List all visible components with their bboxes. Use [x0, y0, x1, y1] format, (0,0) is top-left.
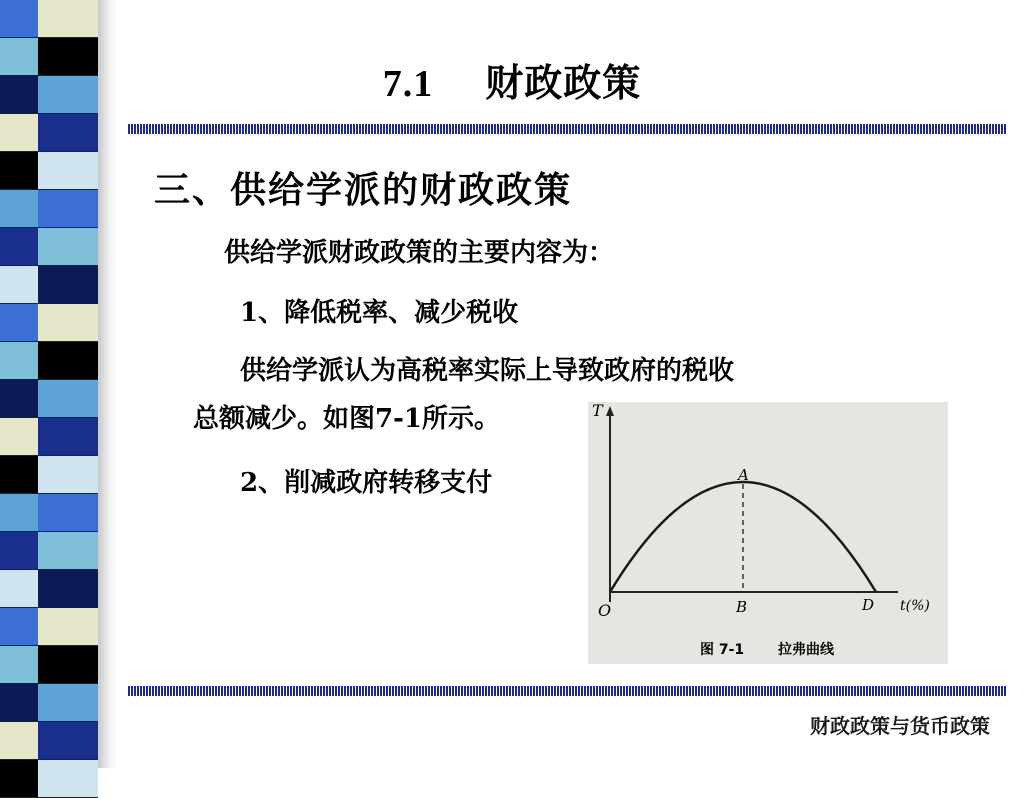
slide-title — [0, 52, 1024, 107]
strip-block — [38, 114, 98, 152]
strip-block — [38, 418, 98, 456]
origin-label: O — [598, 601, 612, 620]
peak-x-label: B — [736, 598, 748, 616]
strip-block — [38, 304, 98, 342]
point-1-description-cont: 总额减少。如图7-1所示。 — [193, 404, 500, 434]
strip-block — [0, 152, 38, 190]
end-label: D — [862, 596, 875, 614]
strip-block — [0, 114, 38, 152]
x-axis-label: t(%) — [900, 598, 930, 614]
strip-block — [38, 380, 98, 418]
strip-block — [0, 228, 38, 266]
strip-block — [0, 0, 38, 38]
point-2-title: 2、削减政府转移支付 — [240, 468, 493, 498]
laffer-curve-diagram — [588, 402, 948, 664]
strip-block — [38, 456, 98, 494]
footer-text: 财政政策与货币政策 — [810, 714, 990, 738]
strip-block — [38, 570, 98, 608]
strip-block — [38, 608, 98, 646]
strip-block — [38, 152, 98, 190]
strip-block — [38, 684, 98, 722]
intro-text: 供给学派财政政策的主要内容为： — [224, 238, 615, 268]
y-axis-label: T — [592, 402, 603, 420]
strip-block — [38, 722, 98, 760]
strip-block — [0, 380, 38, 418]
strip-block — [0, 342, 38, 380]
strip-block — [0, 646, 38, 684]
strip-block — [0, 608, 38, 646]
strip-block — [0, 570, 38, 608]
figure-caption-text: 拉弗曲线 — [778, 642, 834, 658]
strip-shadow — [98, 0, 118, 768]
strip-block — [38, 494, 98, 532]
subsection-heading: 三、供给学派的财政政策 — [154, 169, 573, 211]
figure-caption-number: 图 7-1 — [700, 642, 745, 658]
strip-block — [0, 304, 38, 342]
strip-block — [0, 760, 38, 798]
strip-block — [38, 646, 98, 684]
strip-block — [0, 532, 38, 570]
strip-block — [38, 342, 98, 380]
strip-block — [0, 684, 38, 722]
strip-block — [0, 456, 38, 494]
strip-block — [38, 228, 98, 266]
strip-column-inner — [38, 0, 98, 768]
strip-column-outer — [0, 0, 38, 768]
strip-block — [38, 190, 98, 228]
strip-block — [38, 0, 98, 38]
laffer-curve-figure — [588, 402, 948, 664]
section-title: 财政政策 — [485, 60, 642, 105]
y-axis-arrow — [606, 406, 614, 416]
strip-block — [38, 266, 98, 304]
title-divider — [128, 124, 1006, 134]
decorative-side-strip — [0, 0, 118, 768]
point-1-title: 1、降低税率、减少税收 — [240, 298, 519, 328]
strip-block — [0, 722, 38, 760]
section-number: 7.1 — [382, 63, 434, 105]
strip-block — [38, 532, 98, 570]
peak-label: A — [738, 466, 749, 484]
point-1-description: 供给学派认为高税率实际上导致政府的税收 — [240, 356, 735, 386]
strip-block — [0, 190, 38, 228]
strip-block — [0, 266, 38, 304]
footer-divider — [128, 686, 1006, 696]
strip-block — [0, 418, 38, 456]
strip-block — [0, 494, 38, 532]
strip-block — [38, 760, 98, 798]
